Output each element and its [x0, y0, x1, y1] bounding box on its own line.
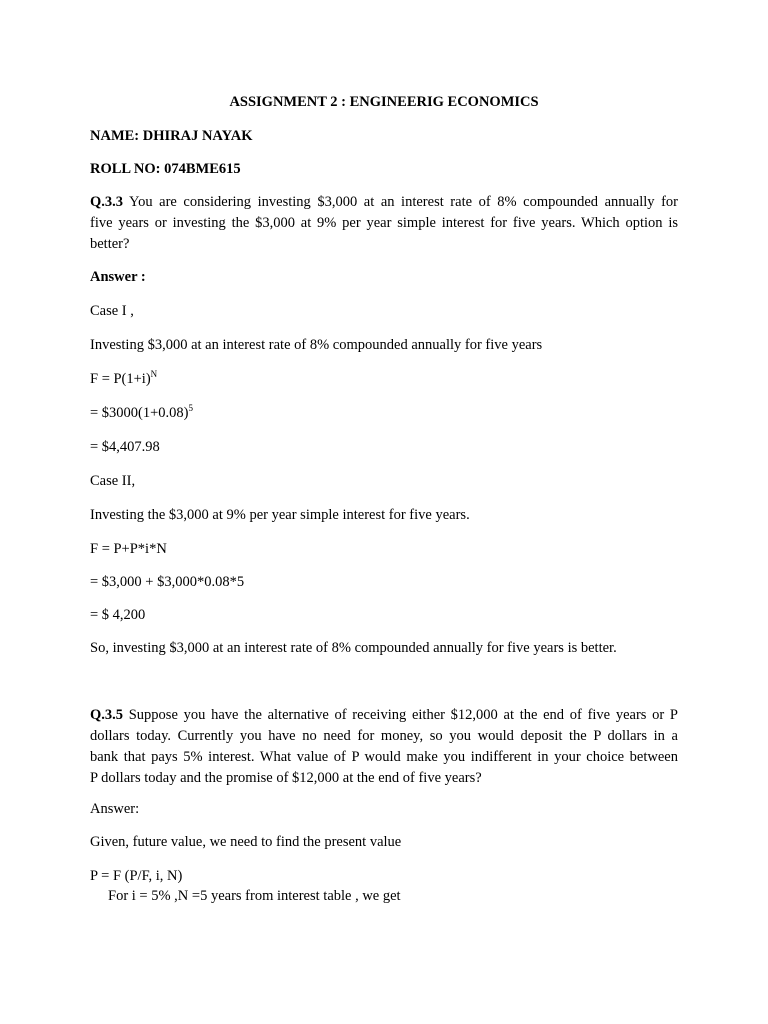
q35-label: Q.3.5 [90, 707, 124, 723]
formula-p: P = F (P/F, i, N) [90, 868, 183, 884]
assignment-title: ASSIGNMENT 2 : ENGINEERIG ECONOMICS [229, 94, 539, 110]
q35-line-1 [90, 706, 678, 724]
q33-line-2: five years or investing the $3,000 at 9% per year simple interest for five years. Which option is [90, 215, 678, 231]
case1-step-base: = $3000(1+0.08) [90, 405, 189, 421]
q33-text-1: You are considering investing $3,000 at an interest rate of 8% compounded annually for [123, 194, 678, 210]
case1-formula [90, 370, 157, 388]
conclusion: So, investing $3,000 at an interest rate of 8% compounded annually for five years is better. [90, 640, 617, 656]
q33-line-3: better? [90, 236, 130, 252]
case2-result: = $ 4,200 [90, 607, 146, 623]
student-name: NAME: DHIRAJ NAYAK [90, 128, 253, 144]
case2-step: = $3,000 + $3,000*0.08*5 [90, 574, 245, 590]
case1-desc: Investing $3,000 at an interest rate of 8% compounded annually for five years [90, 337, 543, 353]
case1-step [90, 404, 193, 422]
q35-line-2: dollars today. Currently you have no need for money, so you would deposit the P dollars in a [90, 728, 678, 744]
q33-label: Q.3.3 [90, 194, 124, 210]
q35-line-3: bank that pays 5% interest. What value of P would make you indifferent in your choice between [90, 749, 678, 765]
q33-line-1 [90, 193, 678, 211]
answer-label: Answer : [90, 269, 146, 285]
case1-label: Case I , [90, 303, 134, 319]
case1-result: = $4,407.98 [90, 439, 160, 455]
q35-text-1: Suppose you have the alternative of receiving either $12,000 at the end of five years or P [123, 707, 678, 723]
case1-formula-base: F = P(1+i) [90, 371, 151, 387]
answer2-label: Answer: [90, 801, 140, 817]
roll-number: ROLL NO: 074BME615 [90, 161, 241, 177]
given-text: Given, future value, we need to find the present value [90, 834, 402, 850]
case1-step-exponent: 5 [188, 403, 194, 413]
case1-formula-exponent: N [150, 369, 158, 379]
case2-label: Case II, [90, 473, 136, 489]
q35-line-4: P dollars today and the promise of $12,000 at the end of five years? [90, 770, 482, 786]
case2-formula: F = P+P*i*N [90, 541, 167, 557]
for-i-text: For i = 5% ,N =5 years from interest table , we get [108, 888, 401, 904]
case2-desc: Investing the $3,000 at 9% per year simple interest for five years. [90, 507, 470, 523]
